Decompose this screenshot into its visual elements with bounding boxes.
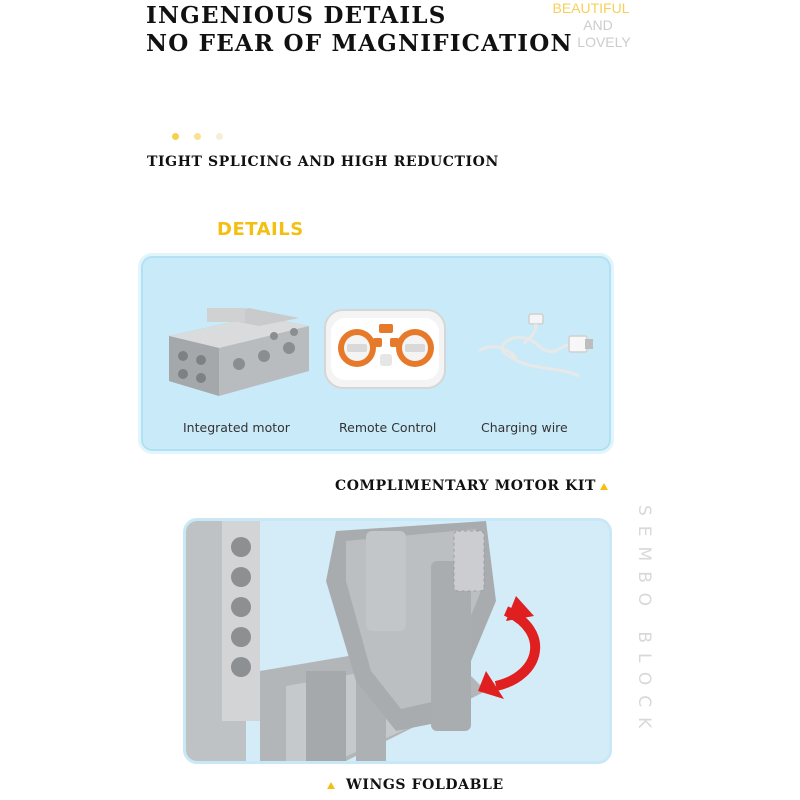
triangle-icon: [600, 483, 608, 490]
headline-line-2: NO FEAR OF MAGNIFICATION: [146, 30, 573, 57]
wing-fold-illustration: [186, 521, 609, 761]
panel-item-cable: [469, 296, 599, 446]
subheading: TIGHT SPLICING AND HIGH REDUCTION: [147, 154, 499, 170]
panel-item-motor: [149, 296, 309, 446]
panel-caption-remote: Remote Control: [339, 420, 437, 435]
headline: [146, 2, 573, 58]
panel-caption-cable: Charging wire: [481, 420, 568, 435]
panel-item-remote: [321, 296, 451, 446]
wings-foldable-label: WINGS FOLDABLE: [346, 777, 504, 793]
dot-2: [194, 133, 201, 140]
panel-caption-motor: Integrated motor: [183, 420, 290, 435]
corner-tag: [548, 0, 634, 51]
dot-1: [172, 133, 179, 140]
brand-vertical-text: SEMBO BLOCK: [634, 505, 654, 739]
corner-tag-line-2: AND: [583, 17, 613, 33]
triangle-icon-bottom: [327, 782, 335, 789]
details-label: DETAILS: [217, 219, 304, 240]
decorative-dots: [172, 133, 232, 143]
motor-block-icon: [149, 296, 309, 406]
headline-line-1: INGENIOUS DETAILS: [146, 2, 447, 29]
wing-fold-photo: [183, 518, 612, 764]
remote-control-icon: [321, 296, 451, 406]
motor-kit-label: COMPLIMENTARY MOTOR KIT: [335, 478, 597, 494]
usb-cable-icon: [469, 296, 599, 406]
corner-tag-line-3: LOVELY: [577, 34, 631, 50]
dot-3: [216, 133, 223, 140]
corner-tag-line-1: BEAUTIFUL: [552, 0, 630, 16]
motor-kit-panel: [138, 253, 614, 454]
